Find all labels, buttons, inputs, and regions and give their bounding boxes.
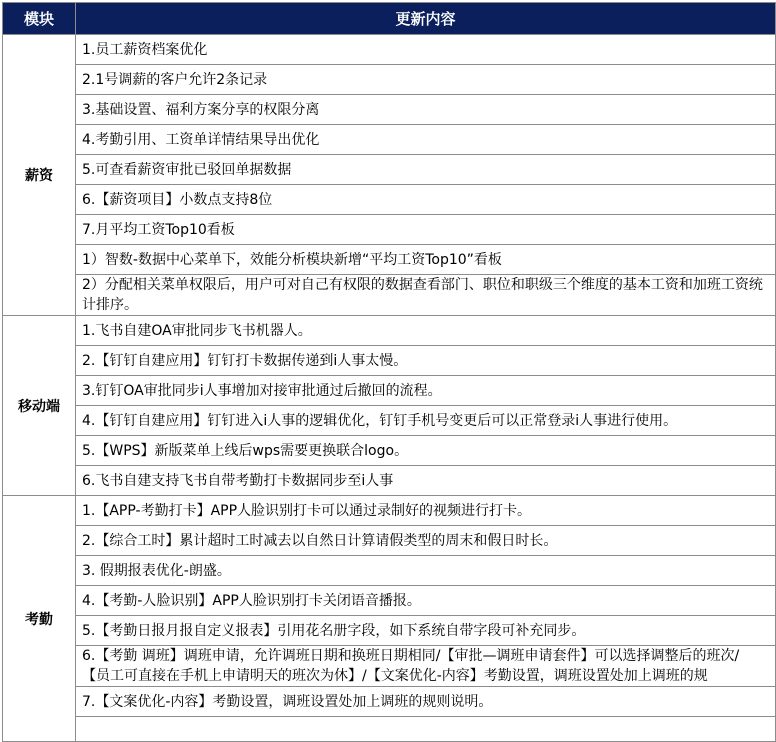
table-row xyxy=(3,556,776,586)
update-item: 3. 假期报表优化-朗盛。 xyxy=(76,556,776,586)
module-attendance: 考勤 xyxy=(3,496,76,742)
update-item: 7.【文案优化-内容】考勤设置，调班设置处加上调班的规则说明。 xyxy=(76,687,776,717)
update-item: 5.【考勤日报月报自定义报表】引用花名册字段，如下系统自带字段可补充同步。 xyxy=(76,616,776,646)
table-row xyxy=(3,646,776,687)
module-header: 模块 xyxy=(3,3,76,35)
table-row xyxy=(3,346,776,376)
table-row xyxy=(3,526,776,556)
table-row xyxy=(3,185,776,215)
table-row xyxy=(3,496,776,526)
table-row xyxy=(3,687,776,717)
update-item: 6.飞书自建支持飞书自带考勤打卡数据同步至i人事 xyxy=(76,466,776,496)
table-row xyxy=(3,35,776,65)
table-row xyxy=(3,376,776,406)
table-row xyxy=(3,155,776,185)
table-row xyxy=(3,125,776,155)
table-row xyxy=(3,586,776,616)
update-item: 7.月平均工资Top10看板 xyxy=(76,215,776,245)
update-item: 1.【APP-考勤打卡】APP人脸识别打卡可以通过录制好的视频进行打卡。 xyxy=(76,496,776,526)
table-row xyxy=(3,245,776,275)
table-row xyxy=(3,616,776,646)
content-header: 更新内容 xyxy=(76,3,776,35)
update-item: 5.【WPS】新版菜单上线后wps需要更换联合logo。 xyxy=(76,436,776,466)
update-item: 1.飞书自建OA审批同步飞书机器人。 xyxy=(76,316,776,346)
update-item: 2.1号调薪的客户允许2条记录 xyxy=(76,65,776,95)
update-item: 2.【钉钉自建应用】钉钉打卡数据传递到i人事太慢。 xyxy=(76,346,776,376)
table-row xyxy=(3,215,776,245)
module-salary: 薪资 xyxy=(3,35,76,316)
update-item: 2）分配相关菜单权限后，用户可对自己有权限的数据查看部门、职位和职级三个维度的基本工资和加班工资统计排序。 xyxy=(76,275,776,316)
table-row xyxy=(3,316,776,346)
table-row xyxy=(3,65,776,95)
update-table xyxy=(2,2,776,742)
header-row xyxy=(3,3,776,35)
table-row xyxy=(3,95,776,125)
table-row xyxy=(3,275,776,316)
update-item: 6.【薪资项目】小数点支持8位 xyxy=(76,185,776,215)
update-item: 3.钉钉OA审批同步i人事增加对接审批通过后撤回的流程。 xyxy=(76,376,776,406)
table-row xyxy=(3,436,776,466)
update-item xyxy=(76,717,776,742)
table-row xyxy=(3,466,776,496)
update-item: 2.【综合工时】累计超时工时减去以自然日计算请假类型的周末和假日时长。 xyxy=(76,526,776,556)
update-item: 4.【考勤-人脸识别】APP人脸识别打卡关闭语音播报。 xyxy=(76,586,776,616)
update-item: 3.基础设置、福利方案分享的权限分离 xyxy=(76,95,776,125)
update-item: 4.【钉钉自建应用】钉钉进入i人事的逻辑优化，钉钉手机号变更后可以正常登录i人事进行使用。 xyxy=(76,406,776,436)
module-mobile: 移动端 xyxy=(3,316,76,496)
update-item: 4.考勤引用、工资单详情结果导出优化 xyxy=(76,125,776,155)
update-item: 5.可查看薪资审批已驳回单据数据 xyxy=(76,155,776,185)
update-item: 6.【考勤 调班】调班申请，允许调班日期和换班日期相同/【审批—调班申请套件】可以选择调整后的班次/【员工可直接在手机上申请明天的班次为休】/【文案优化-内容】考勤设置，调班设置处加上调班的规 xyxy=(76,646,776,687)
update-item: 1.员工薪资档案优化 xyxy=(76,35,776,65)
update-item: 1）智数-数据中心菜单下，效能分析模块新增“平均工资Top10”看板 xyxy=(76,245,776,275)
table-row xyxy=(3,717,776,742)
table-row xyxy=(3,406,776,436)
